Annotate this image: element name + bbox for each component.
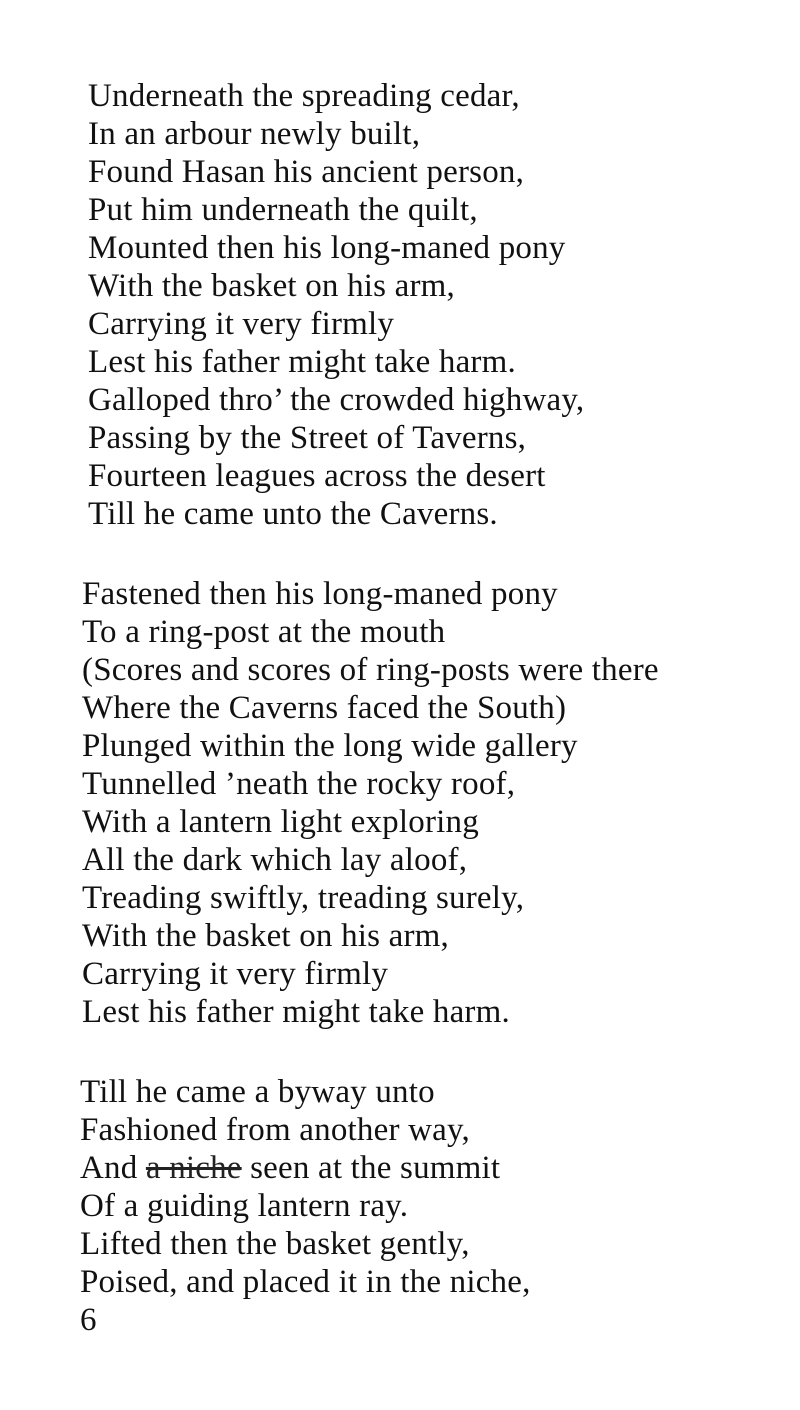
poem-line-with-correction	[80, 1149, 531, 1187]
poem-line: Lifted then the basket gently,	[80, 1226, 470, 1262]
struck-through-text: a niche	[145, 1150, 242, 1186]
poem-line: To a ring-post at the mouth	[82, 614, 446, 650]
poem-line: With the basket on his arm,	[82, 918, 449, 954]
poem-line: Fourteen leagues across the desert	[88, 458, 546, 494]
poem-line: Fastened then his long-maned pony	[82, 576, 558, 612]
poem-line: Passing by the Street of Taverns,	[88, 420, 527, 456]
poem-line: Mounted then his long-maned pony	[88, 230, 566, 266]
poem-line: Lest his father might take harm.	[82, 994, 510, 1030]
poem-line: Lest his father might take harm.	[88, 344, 516, 380]
poem-line-start: And	[80, 1150, 138, 1186]
poem-line: (Scores and scores of ring-posts were there	[82, 652, 659, 688]
poem-line: Poised, and placed it in the niche,	[80, 1264, 531, 1300]
poem-line: Of a guiding lantern ray.	[80, 1188, 409, 1224]
stanza-1	[88, 77, 584, 533]
stanza-3	[80, 1073, 531, 1301]
poem-line: Where the Caverns faced the South)	[82, 690, 567, 726]
poem-line: With a lantern light exploring	[82, 804, 479, 840]
poem-line: Tunnelled ’neath the rocky roof,	[82, 766, 516, 802]
poem-line: Carrying it very firmly	[82, 956, 389, 992]
poem-line: Till he came a byway unto	[80, 1074, 435, 1110]
poem-line: Put him underneath the quilt,	[88, 192, 478, 228]
poem-line: Treading swiftly, treading surely,	[82, 880, 525, 916]
poem-line: All the dark which lay aloof,	[82, 842, 468, 878]
poem-line: Fashioned from another way,	[80, 1112, 470, 1148]
poem-line: Galloped thro’ the crowded highway,	[88, 382, 585, 418]
poem-line: Carrying it very firmly	[88, 306, 395, 342]
poem-line: Underneath the spreading cedar,	[88, 78, 520, 114]
poem-line: With the basket on his arm,	[88, 268, 455, 304]
poem-line: Found Hasan his ancient person,	[88, 154, 525, 190]
poem-line: In an arbour newly built,	[88, 116, 421, 152]
poem-line: Till he came unto the Caverns.	[88, 496, 498, 532]
poem-line: Plunged within the long wide gallery	[82, 728, 578, 764]
stanza-2	[82, 575, 659, 1031]
page-number: 6	[80, 1302, 97, 1338]
poem-line-rest: seen at the summit	[241, 1150, 501, 1186]
